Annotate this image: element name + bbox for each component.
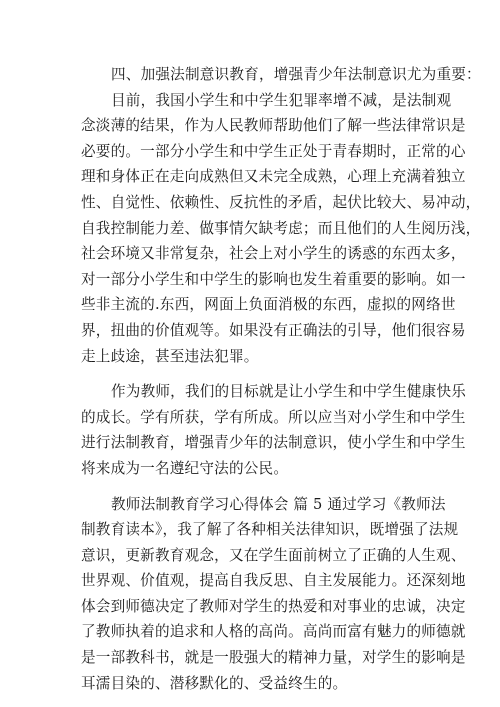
paragraph-line: 耳濡目染的、潜移默化的、受益终生的。 [81, 674, 348, 692]
paragraph-line: 将来成为一名遵纪守法的公民。 [81, 459, 289, 477]
paragraph-line: 作为教师，我们的目标就是让小学生和中学生健康快乐 [111, 383, 467, 401]
paragraph-line: 目前，我国小学生和中学生犯罪率增不减，是法制观 [111, 91, 452, 109]
article-title-line: 教师法制教育学习心得体会 篇 5 通过学习《教师法 [111, 495, 446, 513]
paragraph-line: 意识，更新教育观念，又在学生面前树立了正确的人生观、 [81, 546, 466, 564]
section-heading: 四、加强法制意识教育，增强青少年法制意识尤为重要： [111, 66, 481, 83]
paragraph-line: 体会到师德决定了教师对学生的热爱和对事业的忠诚，决定 [81, 597, 466, 615]
paragraph-line: 是一部教科书，就是一股强大的精神力量，对学生的影响是 [81, 649, 466, 667]
paragraph-line: 念淡薄的结果，作为人民教师帮助他们了解一些法律常识是 [81, 117, 466, 135]
paragraph-line: 世界观、价值观，提高自我反思、自主发展能力。还深刻地 [81, 572, 466, 590]
paragraph-line: 制教育读本》，我了解了各种相关法律知识，既增强了法规 [81, 521, 459, 539]
paragraph-line: 理和身体正在走向成熟但又未完全成熟，心理上充满着独立 [81, 168, 466, 186]
paragraph-line: 必要的。一部分小学生和中学生正处于青春期时，正常的心 [81, 142, 466, 160]
paragraph-line: 性、自觉性、依赖性、反抗性的矛盾，起伏比较大、易冲动， [81, 193, 481, 211]
paragraph-line: 自我控制能力差、做事情欠缺考虑；而且他们的人生阅历浅， [81, 219, 481, 237]
paragraph-line: 对一部分小学生和中学生的影响也发生着重要的影响。如一 [81, 270, 466, 288]
paragraph-line: 社会环境又非常复杂，社会上对小学生的诱惑的东西太多， [81, 245, 466, 263]
paragraph-line: 进行法制教育，增强青少年的法制意识，使小学生和中学生 [81, 434, 466, 452]
paragraph-line: 界，扭曲的价值观等。如果没有正确法的引导，他们很容易 [81, 321, 466, 339]
paragraph-line: 走上歧途，甚至违法犯罪。 [81, 347, 259, 365]
paragraph-line: 的成长。学有所获，学有所成。所以应当对小学生和中学生 [81, 408, 466, 426]
paragraph-line: 了教师执着的追求和人格的高尚。高尚而富有魅力的师德就 [81, 623, 466, 641]
paragraph-line: 些非主流的.东西，网面上负面消极的东西，虚拟的网络世 [81, 296, 456, 314]
